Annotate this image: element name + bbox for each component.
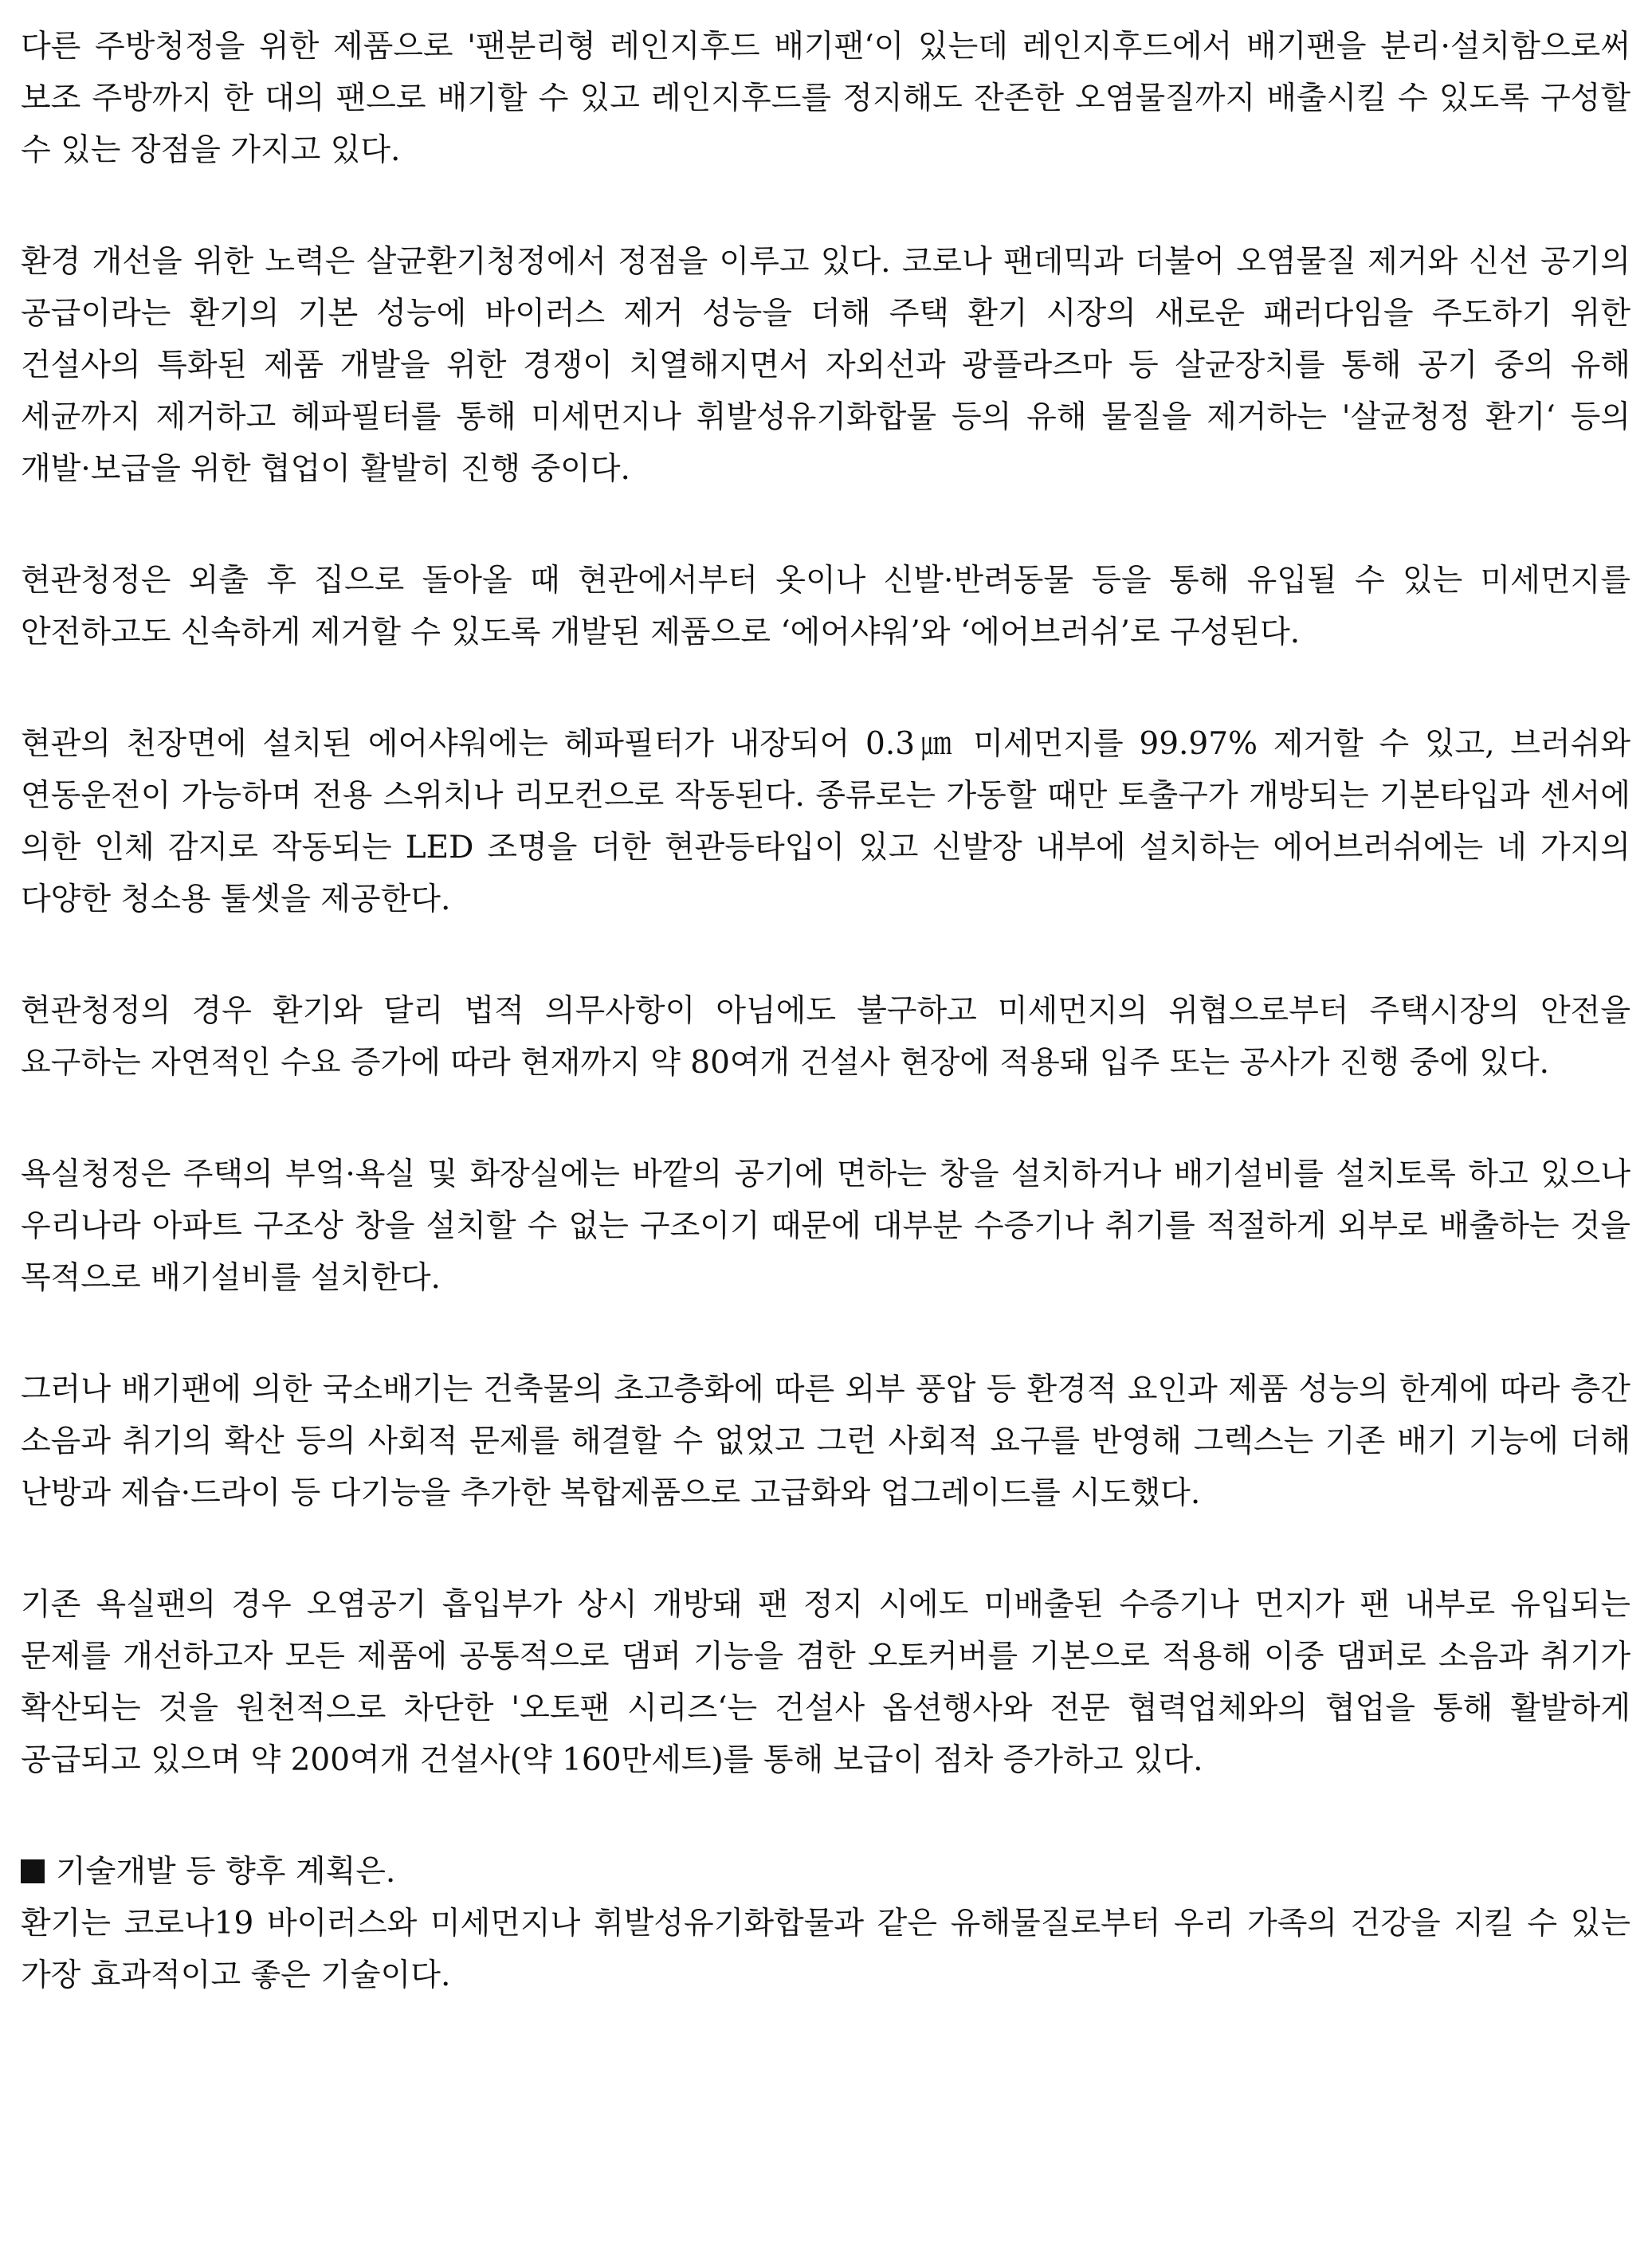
paragraph-bathroom-cleaning: 욕실청정은 주택의 부엌·욕실 및 화장실에는 바깥의 공기에 면하는 창을 설치하거나 배기설비를 설치토록 하고 있으나 우리나라 아파트 구조상 창을 설치할 수 없는 구조이기 때문에 대부분 수증기나 취기를 적절하게 외부로 배출하는 것을 목적으로 배기설비를 설치한다. bbox=[21, 1156, 1630, 1296]
article-body bbox=[21, 21, 1630, 2001]
paragraph-future-plan: 환기는 코로나19 바이러스와 미세먼지나 휘발성유기화합물과 같은 유해물질로부터 우리 가족의 건강을 지킬 수 있는 가장 효과적이고 좋은 기술이다. bbox=[21, 1906, 1630, 1993]
black-square-icon bbox=[21, 1859, 45, 1883]
paragraph-auto-fan-series: 기존 욕실팬의 경우 오염공기 흡입부가 상시 개방돼 팬 정지 시에도 미배출된 수증기나 먼지가 팬 내부로 유입되는 문제를 개선하고자 모든 제품에 공통적으로 댐퍼 기능을 겸한 오토커버를 기본으로 적용해 이중 댐퍼로 소음과 취기가 확산되는 것을 원천적으로 차단한 '오토팬 시리즈‘는 건설사 옵션행사와 전문 협력업체와의 협업을 통해 활발하게 공급되고 있으며 약 200여개 건설사(약 160만세트)를 통해 보급이 점차 증가하고 있다. bbox=[21, 1587, 1630, 1778]
paragraph-sterilizing-ventilation: 환경 개선을 위한 노력은 살균환기청정에서 정점을 이루고 있다. 코로나 팬데믹과 더불어 오염물질 제거와 신선 공기의 공급이라는 환기의 기본 성능에 바이러스 제거 성능을 더해 주택 환기 시장의 새로운 패러다임을 주도하기 위한 건설사의 특화된 제품 개발을 위한 경쟁이 치열해지면서 자외선과 광플라즈마 등 살균장치를 통해 공기 중의 유해 세균까지 제거하고 헤파필터를 통해 미세먼지나 휘발성유기화합물 등의 유해 물질을 제거하는 '살균청정 환기‘ 등의 개발·보급을 위한 협업이 활발히 진행 중이다. bbox=[21, 244, 1630, 487]
section-heading bbox=[21, 1846, 1630, 1898]
paragraph-entrance-adoption: 현관청정의 경우 환기와 달리 법적 의무사항이 아님에도 불구하고 미세먼지의 위협으로부터 주택시장의 안전을 요구하는 자연적인 수요 증가에 따라 현재까지 약 80여개 건설사 현장에 적용돼 입주 또는 공사가 진행 중에 있다. bbox=[21, 993, 1630, 1081]
paragraph-air-shower: 현관의 천장면에 설치된 에어샤워에는 헤파필터가 내장되어 0.3㎛ 미세먼지를 99.97% 제거할 수 있고, 브러쉬와 연동운전이 가능하며 전용 스위치나 리모컨으로 작동된다. 종류로는 가동할 때만 토출구가 개방되는 기본타입과 센서에 의한 인체 감지로 작동되는 LED 조명을 더한 현관등타입이 있고 신발장 내부에 설치하는 에어브러쉬에는 네 가지의 다양한 청소용 툴셋을 제공한다. bbox=[21, 726, 1630, 917]
section-heading-text: 기술개발 등 향후 계획은. bbox=[56, 1854, 396, 1890]
paragraph-entrance-cleaning: 현관청정은 외출 후 집으로 돌아올 때 현관에서부터 옷이나 신발·반려동물 등을 통해 유입될 수 있는 미세먼지를 안전하고도 신속하게 제거할 수 있도록 개발된 제품으로 ‘에어샤워’와 ‘에어브러쉬’로 구성된다. bbox=[21, 563, 1630, 650]
paragraph-local-exhaust: 그러나 배기팬에 의한 국소배기는 건축물의 초고층화에 따른 외부 풍압 등 환경적 요인과 제품 성능의 한계에 따라 층간 소음과 취기의 확산 등의 사회적 문제를 해결할 수 없었고 그런 사회적 요구를 반영해 그렉스는 기존 배기 기능에 더해 난방과 제습·드라이 등 다기능을 추가한 복합제품으로 고급화와 업그레이드를 시도했다. bbox=[21, 1372, 1630, 1511]
paragraph-kitchen-exhaust-fan: 다른 주방청정을 위한 제품으로 '팬분리형 레인지후드 배기팬‘이 있는데 레인지후드에서 배기팬을 분리·설치함으로써 보조 주방까지 한 대의 팬으로 배기할 수 있고 레인지후드를 정지해도 잔존한 오염물질까지 배출시킬 수 있도록 구성할 수 있는 장점을 가지고 있다. bbox=[21, 29, 1630, 168]
